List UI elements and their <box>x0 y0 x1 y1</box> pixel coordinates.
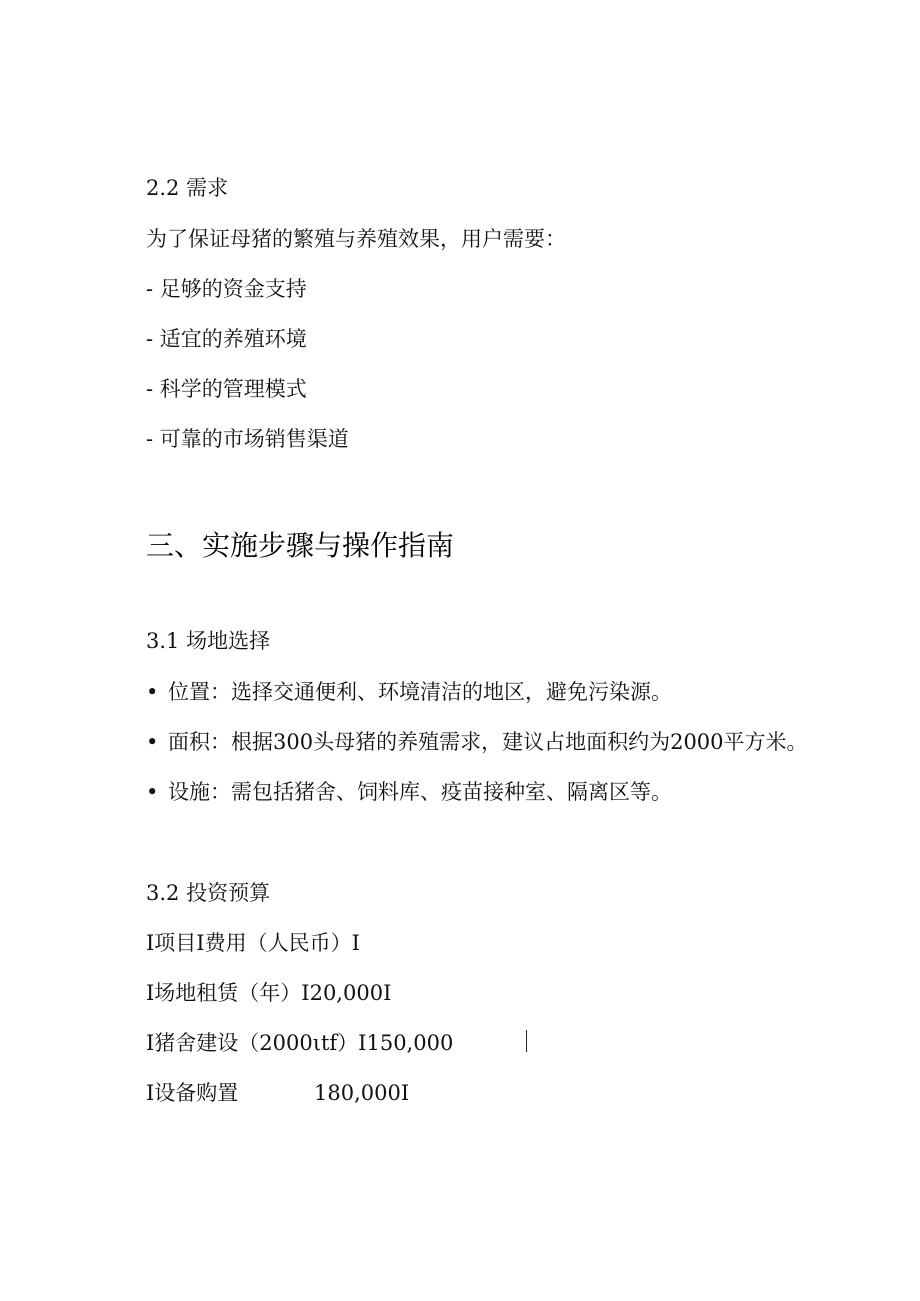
requirement-item: - 足够的资金支持 <box>146 277 307 301</box>
section-3-1-title: 3.1 场地选择 <box>146 629 271 653</box>
bullet-item <box>146 778 672 806</box>
bullet-text: 面积：根据300头母猪的养殖需求，建议占地面积约为2000平方米。 <box>168 730 808 754</box>
bullet-item <box>146 678 672 706</box>
budget-row-label: I设备购置 <box>146 1081 239 1105</box>
section-3-heading: 三、实施步骤与操作指南 <box>146 529 455 562</box>
bullet-icon: • <box>146 730 159 754</box>
bullet-text: 设施：需包括猪舍、饲料库、疫苗接种室、隔离区等。 <box>168 780 672 804</box>
budget-row-value: 180,000I <box>314 1081 410 1105</box>
table-divider <box>526 1030 527 1052</box>
section-2-2-title: 2.2 需求 <box>146 176 229 200</box>
budget-row: I项目I费用（人民币）I <box>146 931 360 955</box>
requirement-item: - 科学的管理模式 <box>146 377 307 401</box>
section-2-2-intro: 为了保证母猪的繁殖与养殖效果，用户需要： <box>146 227 566 251</box>
bullet-text: 位置：选择交通便利、环境清洁的地区，避免污染源。 <box>168 680 672 704</box>
budget-row: I猪舍建设（2000ιtf）I150,000 <box>146 1031 454 1055</box>
requirement-item: - 适宜的养殖环境 <box>146 327 307 351</box>
bullet-icon: • <box>146 780 159 804</box>
section-3-2-title: 3.2 投资预算 <box>146 881 271 905</box>
budget-row: I场地租赁（年）I20,000I <box>146 981 392 1005</box>
bullet-item <box>146 728 808 756</box>
requirement-item: - 可靠的市场销售渠道 <box>146 427 349 451</box>
bullet-icon: • <box>146 680 159 704</box>
